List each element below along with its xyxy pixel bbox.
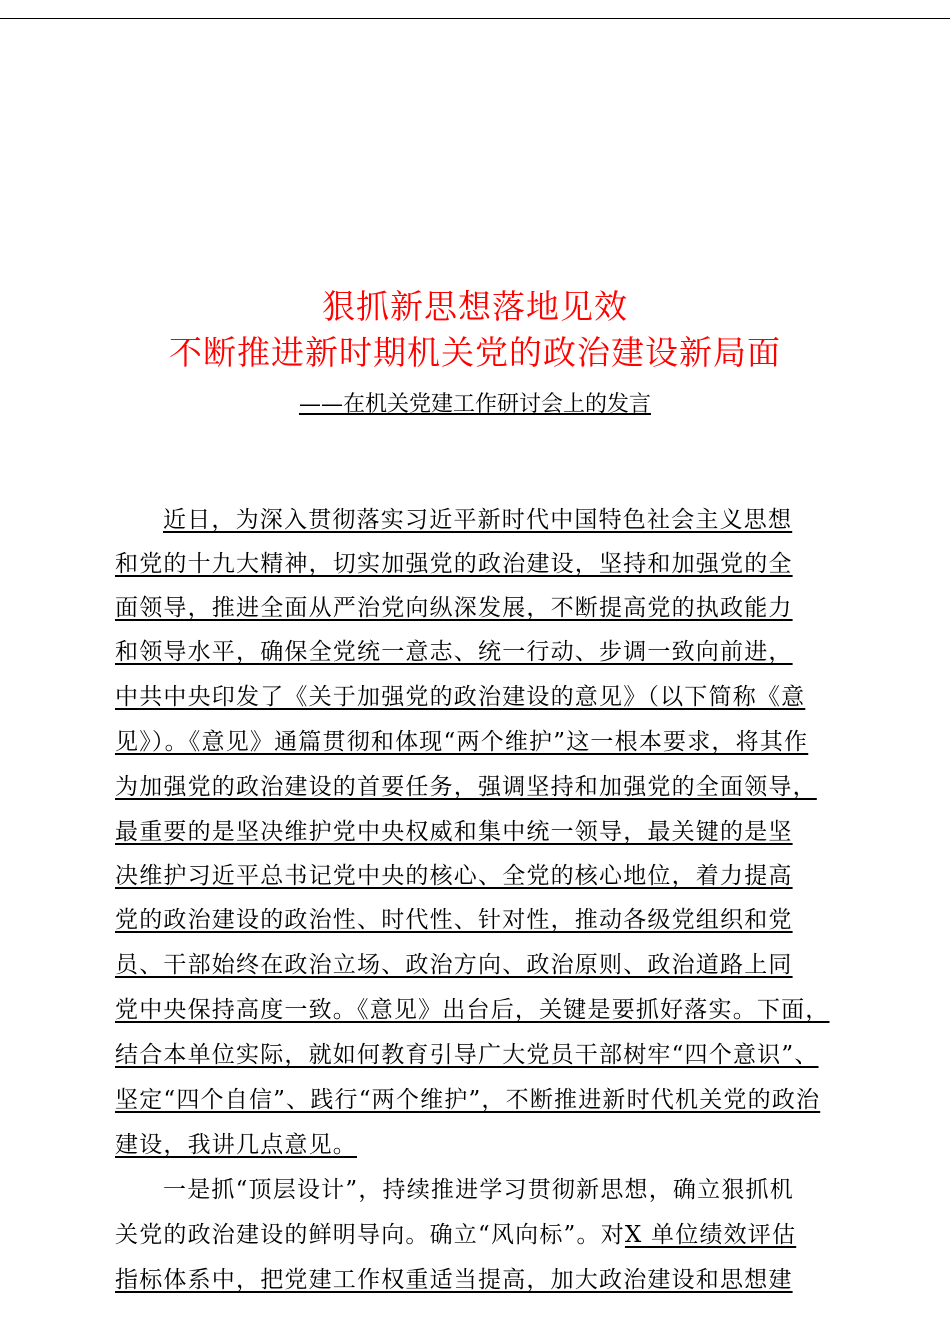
subtitle-text: ——在机关党建工作研讨会上的发言 — [298, 392, 651, 417]
point1-line: 指标体系中，把党建工作权重适当提高，加大政治建设和思想建 — [115, 1267, 793, 1293]
body-line: 建设，我讲几点意见。 — [115, 1132, 357, 1158]
body-line: 面领导，推进全面从严治党向纵深发展，不断提高党的执政能力 — [115, 595, 793, 621]
point1-line: 一是抓“顶层设计”，持续推进学习贯彻新思想，确立狠抓机 — [163, 1177, 794, 1203]
body-line: 员、干部始终在政治立场、政治方向、政治原则、政治道路上同 — [115, 952, 793, 978]
top-rule — [0, 18, 950, 19]
title-line-2: 不断推进新时期机关党的政治建设新局面 — [169, 333, 781, 372]
body-line: 坚定“四个自信”、践行“两个维护”，不断推进新时代机关党的政治 — [115, 1087, 821, 1113]
point1-line — [115, 1220, 796, 1250]
body-line: 和党的十九大精神，切实加强党的政治建设，坚持和加强党的全 — [115, 551, 793, 577]
title-line-1: 狠抓新思想落地见效 — [322, 287, 628, 326]
point1-underlined-text: X 单位绩效评估 — [624, 1222, 797, 1248]
body-line: 党的政治建设的政治性、时代性、针对性，推动各级党组织和党 — [115, 907, 793, 933]
body-line: 结合本单位实际，就如何教育引导广大党员干部树牢“四个意识”、 — [115, 1042, 819, 1068]
body-line: 见》）。《意见》通篇贯彻和体现“两个维护”这一根本要求，将其作 — [115, 729, 809, 755]
body-line: 和领导水平，确保全党统一意志、统一行动、步调一致向前进， — [115, 639, 793, 665]
subtitle — [0, 390, 950, 420]
body-line: 为加强党的政治建设的首要任务，强调坚持和加强党的全面领导， — [115, 774, 817, 800]
point1-line-text: 关党的政治建设的鲜明导向。确立“风向标”。对 — [115, 1222, 625, 1248]
body-line: 决维护习近平总书记党中央的核心、全党的核心地位，着力提高 — [115, 863, 793, 889]
body-line: 近日，为深入贯彻落实习近平新时代中国特色社会主义思想 — [163, 507, 793, 533]
body-line: 党中央保持高度一致。《意见》出台后，关键是要抓好落实。下面， — [115, 997, 830, 1023]
body-line: 最重要的是坚决维护党中央权威和集中统一领导，最关键的是坚 — [115, 819, 793, 845]
body-line: 中共中央印发了《关于加强党的政治建设的意见》（以下简称《意 — [115, 684, 806, 710]
